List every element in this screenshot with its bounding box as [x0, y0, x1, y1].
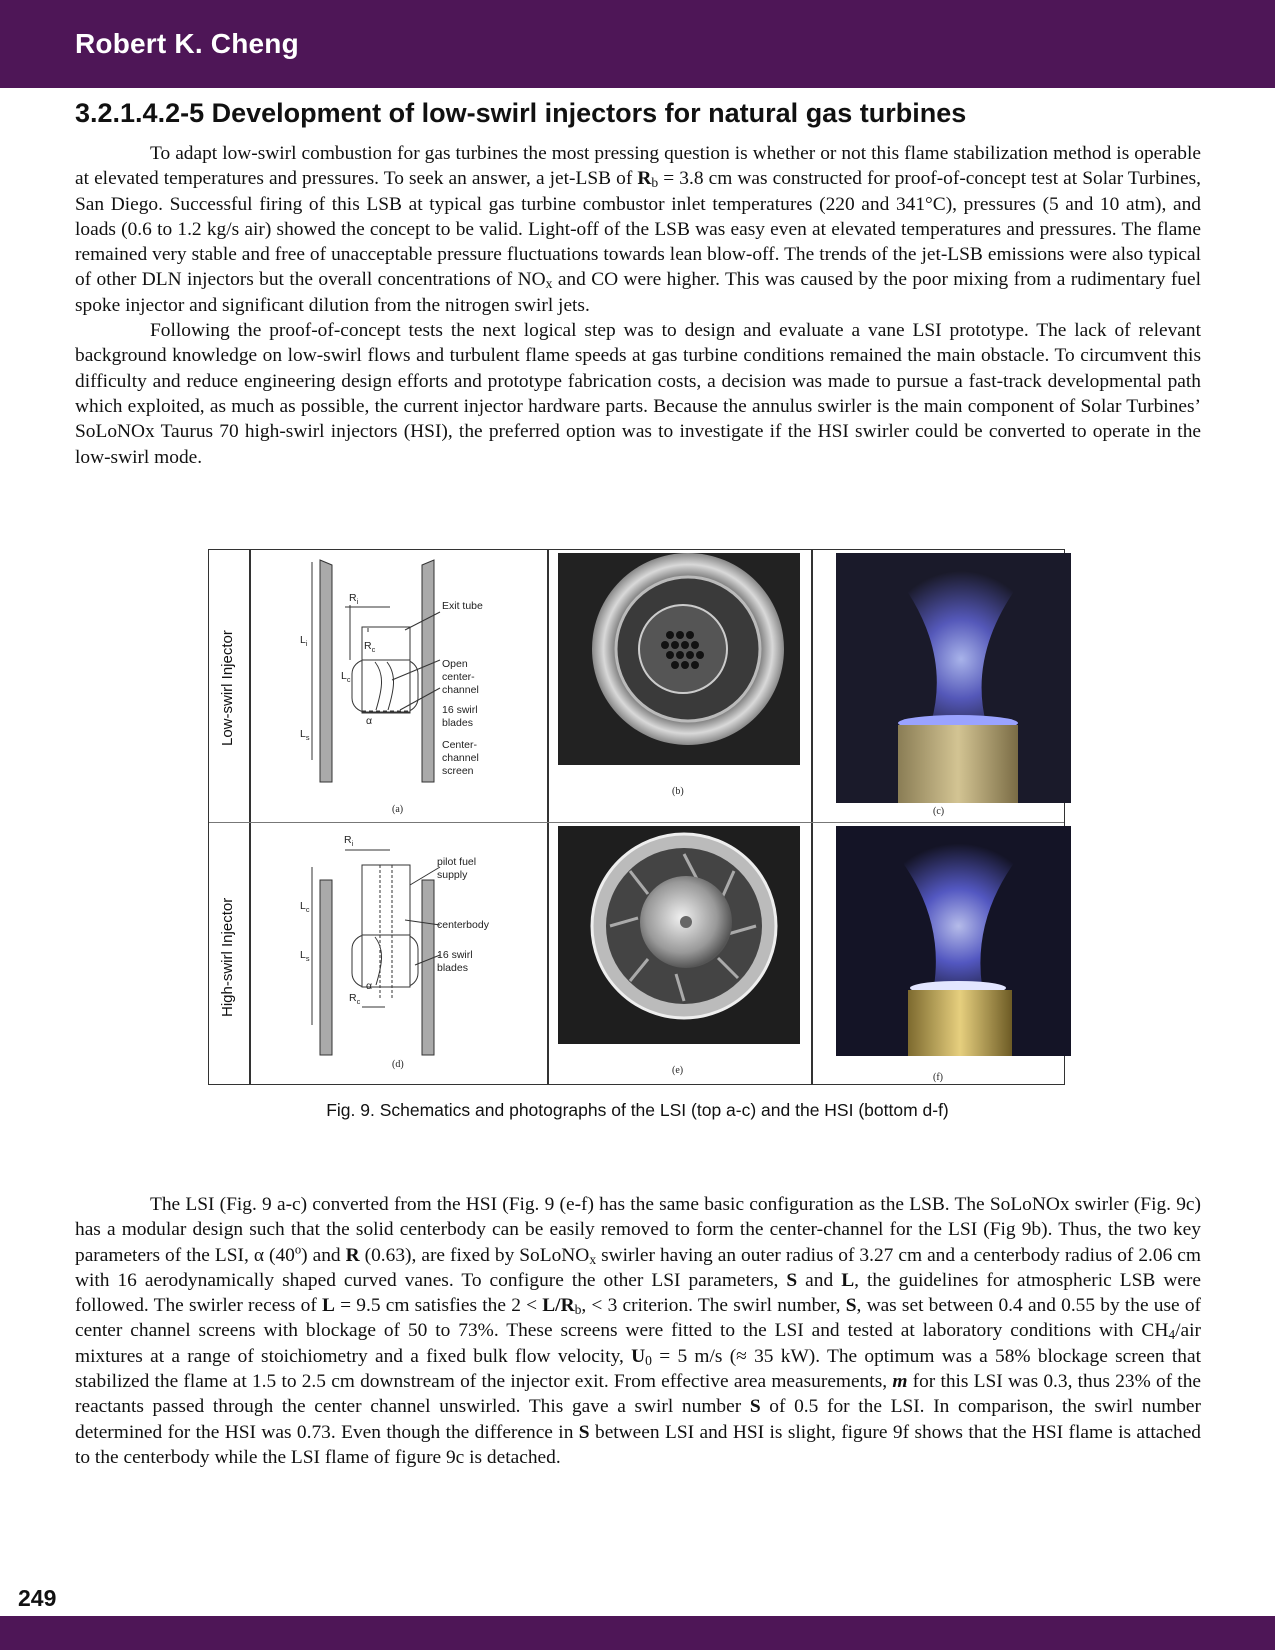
figure-divider — [811, 550, 813, 1084]
label-lc-hsi: $L_c$ — [300, 900, 310, 914]
panel-letter-f: (f) — [933, 1072, 943, 1083]
panel-letter-c: (c) — [933, 806, 945, 817]
figure-9 — [208, 549, 1065, 1085]
intro-text — [75, 141, 1201, 470]
panel-letter-d: (d) — [392, 1059, 404, 1070]
discussion-text — [75, 1192, 1201, 1470]
label-rc-hsi: $R_c$ — [349, 992, 361, 1006]
label-pilot-fuel: pilot fuel supply — [437, 856, 477, 881]
label-center-screen: Center- channel screen — [442, 739, 479, 777]
author-name: Robert K. Cheng — [75, 28, 299, 59]
label-open-center: Open center- channel — [442, 658, 479, 696]
label-swirl-blades: 16 swirl blades — [442, 704, 478, 729]
page-number: 249 — [18, 1585, 57, 1611]
label-swirl-blades-hsi: 16 swirl blades — [437, 949, 473, 974]
paragraph-1: To adapt low-swirl combustion for gas turbines the most pressing question is whether or not this flame stabilization method is operable at elevated temperatures and pressures. To seek an answer, a jet-LSB of $R_b = 3.8$ cm was constructed for proof-of-concept test at Solar Turbines, San Diego. Successful firing of this LSB at typical gas turbine combustor inlet temperatures (220 and 341°C), pressures (5 and 10 atm), and loads (0.6 to 1.2 kg/s air) showed the concept to be valid. Light-off of the LSB was easy even at elevated temperatures and pressures. The flame remained very stable and free of unacceptable pressure fluctuations towards lean blow-off. The trends of the jet-LSB emissions were also typical of other DLN injectors but the overall concentrations of $NO_x$ and CO were higher. This was caused by the poor mixing from a rudimentary fuel spoke injector and significant dilution from the nitrogen swirl jets. — [75, 143, 1201, 316]
label-alpha: α — [366, 715, 373, 727]
panel-letter-a: (a) — [392, 804, 404, 815]
label-ls-hsi: $L_s$ — [300, 949, 310, 963]
label-exit-tube: Exit tube — [442, 600, 483, 612]
label-centerbody: centerbody — [437, 919, 489, 931]
hsi-schematic — [250, 825, 546, 1083]
label-ri-hsi: $R_i$ — [344, 834, 354, 848]
row-label-high-swirl: High-swirl Injector — [219, 897, 236, 1017]
paragraph-3: The LSI (Fig. 9 a-c) converted from the HSI (Fig. 9 (e-f) has the same basic configuration as the LSB. The SoLoNOx swirler (Fig. 9c) has a modular design such that the solid centerbody can be easily removed to form the center-channel for the LSI (Fig 9b). Thus, the two key parameters of the LSI, α (40$^o$) and R (0.63), are fixed by SoLoNO$_x$ swirler having an outer radius of 3.27 cm and a centerbody radius of 2.06 cm with 16 aerodynamically shaped curved vanes. To configure the other LSI parameters, S and L, the guidelines for atmospheric LSB were followed. The swirler recess of L = 9.5 cm satisfies the $2 < L/R_b$, < 3 criterion. The swirl number, S, was set between 0.4 and 0.55 by the use of center channel screens with blockage of 50 to 73%. These screens were fitted to the LSI and tested at laboratory conditions with $CH_4$/air mixtures at a range of stoichiometry and a fixed bulk flow velocity, $U_0 = 5$ m/s (≈ 35 kW). The optimum was a 58% blockage screen that stabilized the flame at 1.5 to 2.5 cm downstream of the injector exit. From effective area measurements, m for this LSI was 0.3, thus 23% of the reactants passed through the center channel unswirled. This gave a swirl number S of 0.5 for the LSI. In comparison, the swirl number determined for the HSI was 0.73. Even though the difference in S between LSI and HSI is slight, figure 9f shows that the HSI flame is attached to the centerbody while the LSI flame of figure 9c is detached. — [75, 1194, 1201, 1468]
lsi-schematic — [250, 550, 546, 820]
label-ls: $L_s$ — [300, 728, 310, 742]
figure-divider — [209, 822, 1064, 823]
hsi-flame-photo — [836, 826, 1071, 1056]
hsi-swirler-photo — [558, 826, 800, 1044]
label-ri: $R_i$ — [349, 592, 359, 606]
figure-caption: Fig. 9. Schematics and photographs of the LSI (top a-c) and the HSI (bottom d-f) — [326, 1100, 949, 1120]
label-rc: $R_c$ — [364, 640, 376, 654]
lsi-swirler-photo — [558, 553, 800, 765]
figure-divider — [547, 550, 549, 1084]
paragraph-2: Following the proof-of-concept tests the next logical step was to design and evaluate a vane LSI prototype. The lack of relevant background knowledge on low-swirl flows and turbulent flame speeds at gas turbine conditions remained the main obstacle. To circumvent this difficulty and reduce engineering design efforts and prototype fabrication costs, a decision was made to pursue a fast-track developmental path which exploited, as much as possible, the current injector hardware parts. Because the annulus swirler is the main component of Solar Turbines’ SoLoNOx Taurus 70 high-swirl injectors (HSI), the preferred option was to investigate if the HSI swirler could be converted to operate in the low-swirl mode. — [75, 320, 1201, 468]
label-alpha-hsi: α — [366, 980, 373, 992]
panel-letter-b: (b) — [672, 786, 684, 797]
label-li: $L_i$ — [300, 634, 308, 648]
row-label-low-swirl: Low-swirl Injector — [219, 630, 236, 746]
panel-letter-e: (e) — [672, 1065, 684, 1076]
lsi-flame-photo — [836, 553, 1071, 803]
section-heading: 3.2.1.4.2-5 Development of low-swirl injectors for natural gas turbines — [75, 98, 967, 128]
label-lc: $L_c$ — [341, 670, 351, 684]
footer-bar — [0, 1616, 1275, 1650]
